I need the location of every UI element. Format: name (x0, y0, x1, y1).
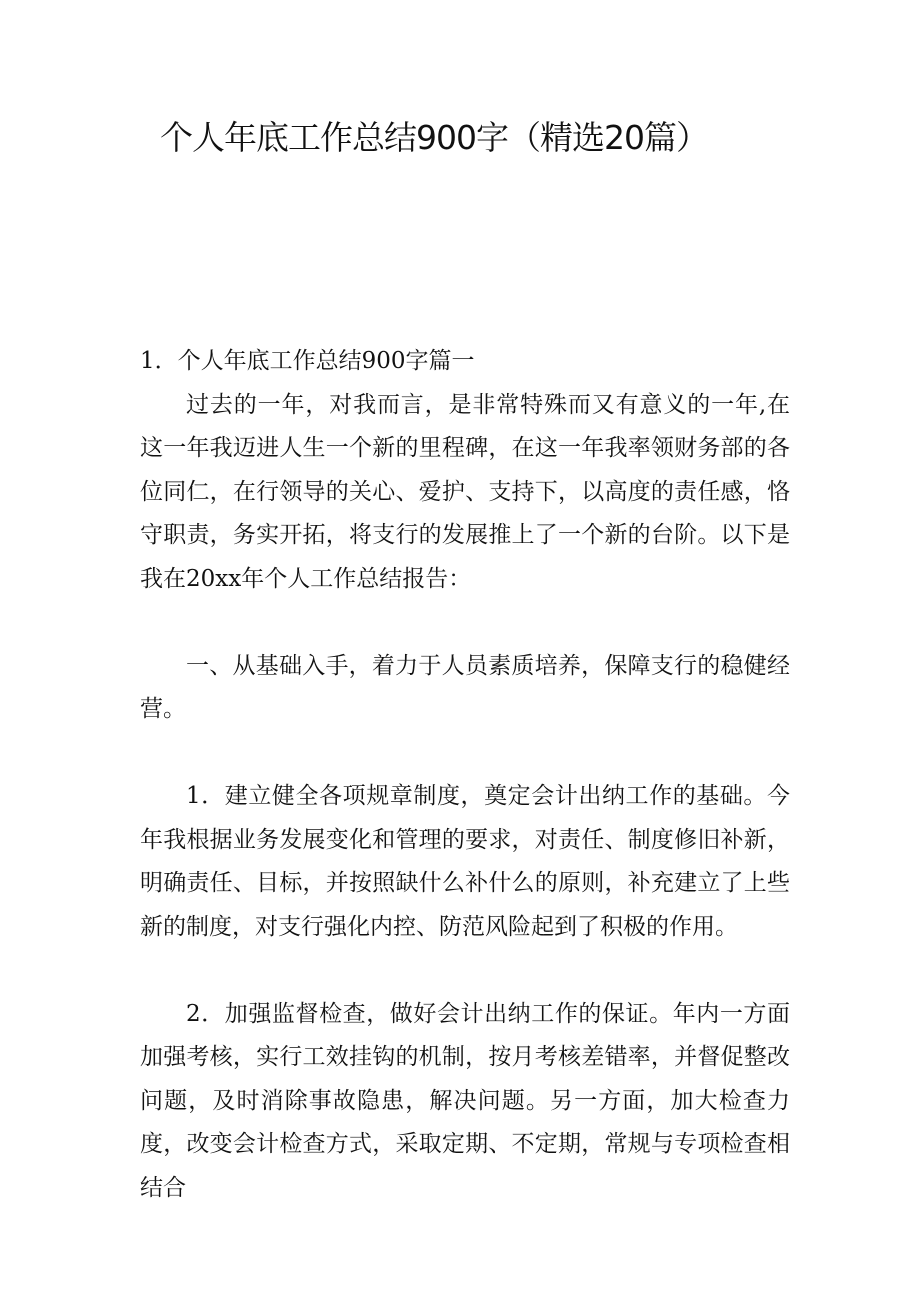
document-body (140, 340, 790, 1210)
paragraph-item-2: 2．加强监督检查，做好会计出纳工作的保证。年内一方面加强考核，实行工效挂钩的机制，按月考核差错率，并督促整改问题，及时消除事故隐患，解决问题。另一方面，加大检查力度，改变会计检查方式，采取定期、不定期，常规与专项检查相结合 (140, 1000, 790, 1201)
document-title: 个人年底工作总结900字（精选20篇） (160, 118, 708, 157)
paragraph-point-one: 一、从基础入手，着力于人员素质培养，保障支行的稳健经营。 (140, 652, 790, 722)
paragraph-item-1: 1．建立健全各项规章制度，奠定会计出纳工作的基础。今年我根据业务发展变化和管理的要求，对责任、制度修旧补新，明确责任、目标，并按照缺什么补什么的原则，补充建立了上些新的制度，对支行强化内控、防范风险起到了积极的作用。 (140, 783, 790, 940)
paragraph-gap (140, 601, 790, 645)
paragraph-gap (140, 732, 790, 776)
section-heading: 1．个人年底工作总结900字篇一 (140, 348, 475, 374)
paragraph-gap (140, 949, 790, 993)
paragraph-intro: 过去的一年，对我而言，是非常特殊而又有意义的一年,在这一年我迈进人生一个新的里程碑，在这一年我率领财务部的各位同仁，在行领导的关心、爱护、支持下，以高度的责任感，恪守职责，务实开拓，将支行的发展推上了一个新的台阶。以下是我在20xx年个人工作总结报告： (140, 391, 790, 592)
